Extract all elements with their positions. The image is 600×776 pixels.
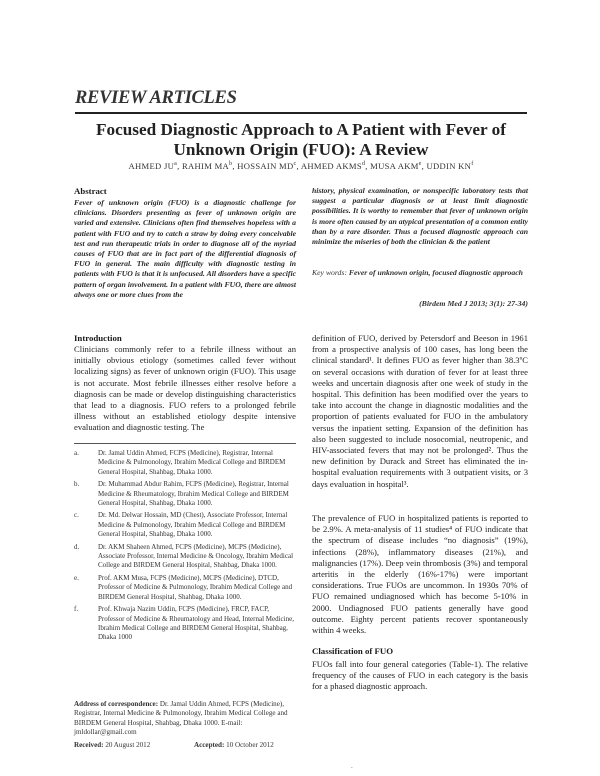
- article-dates: [74, 741, 296, 749]
- journal-citation: (Birdem Med J 2013; 3(1): 27-34): [419, 299, 528, 308]
- title-line-1: Focused Diagnostic Approach to A Patient with Fever of: [96, 120, 506, 139]
- author: MUSA AKM$^e$: [370, 161, 422, 171]
- paper-title: [78, 120, 524, 160]
- classification-body: FUOs fall into four general categories (Table-1). The relative frequency of the causes of FUO in each category is the basis for a phased diagnostic approach.: [312, 659, 528, 692]
- abstract-body-left: Fever of unknown origin (FUO) is a diagnostic challenge for clinicians. Disorders presenting as fever of unknown origin are varied and extensive. Clinicians often find themselves hopeless with a patient with FUO and try to catch a straw by doing every conceivable test and run therapeutic trials in order to diagnose all of the myriad causes of FUO that are in fact part of the differential diagnosis of FUO in general. The main difficulty with diagnostic testing in patients with FUO is that it is unfocused. All disorders have a specific pattern of organ involvement. In a patient with FUO, there are almost always one or more clues from the: [74, 198, 296, 299]
- accepted-date: Accepted: 10 October 2012: [194, 741, 274, 749]
- keywords: [312, 268, 528, 278]
- affiliation-divider: [74, 443, 296, 444]
- section-header: REVIEW ARTICLES: [75, 88, 237, 108]
- correspondence-label: Address of correspondence:: [74, 700, 159, 708]
- author-list: AHMED $JU^a$, RAHIM $MA^b$, HOSSAIN $MD^c$, AHMED AKMS$^d$, MUSA AKM$^e$, UDDIN $KN^f$: [128, 161, 474, 171]
- keywords-label: Key words:: [312, 268, 347, 277]
- received-date: Received: 20 August 2012: [74, 741, 151, 749]
- header-rule: [75, 112, 527, 114]
- affiliation-item: b. Dr. Muhammad Abdur Rahim, FCPS (Medicine), Registrar, Internal Medicine & Rheumatology, Ibrahim Medical College and BIRDEM General Hospital, Shahbag, Dhaka 1000.: [74, 480, 289, 508]
- introduction-heading: Introduction: [74, 333, 122, 343]
- abstract-heading: Abstract: [74, 186, 107, 196]
- author: HOSSAIN $MD^c$: [237, 161, 297, 171]
- author: AHMED AKMS$^d$: [300, 161, 366, 171]
- affiliation-list: [74, 449, 296, 646]
- affiliation-item: e. Prof. AKM Musa, FCPS (Medicine), MCPS (Medicine), DTCD, Professor of Medicine & Pulmonology, Ibrahim Medical College and BIRDEM General Hospital, Shahbag, Dhaka 1000.: [74, 573, 293, 601]
- author: RAHIM $MA^b$: [181, 161, 233, 171]
- prevalence-paragraph: The prevalence of FUO in hospitalized patients is reported to be 2.9%. A meta-analysis of 11 studies⁴ of FUO indicate that the spectrum of disease includes “no diagnosis” (19%), infections (28%), inflammatory diseases (21%), and malignancies (17%). Deep vein thrombosis (3%) and temporal arteritis in the elderly (16%-17%) were important considerations. True FUOs are uncommon. In 1930s 70% of FUO remained undiagnosed which has become 5-10% in 2000. Undiagnosed FUO patients generally have good outcome. Eighty percent patients recover spontaneously within 4 weeks.: [312, 513, 528, 636]
- abstract-body-right: history, physical examination, or nonspecific laboratory tests that suggest a particular diagnosis or at least limit diagnostic possibilities. It is worthy to remember that fever of unknown origin is more often caused by an atypical presentation of a common entity than by a rare disorder. Thus a focused diagnostic approach can minimize the miseries of both the clinician & the patient: [312, 186, 528, 247]
- keywords-value: Fever of unknown origin, focused diagnostic approach: [348, 268, 523, 277]
- introduction-body: Clinicians commonly refer to a febrile illness without an initially obvious etiology (sometimes called fever without localizing signs) as fever of unknown origin (FUO). This usage is not accurate. Most febrile illnesses either resolve before a diagnosis can be made or develop distinguishing characteristics that lead to a diagnosis. FUO refers to a prolonged febrile illness without an established etiology despite intensive evaluation and diagnostic testing. The: [74, 344, 296, 433]
- affiliation-item: c. Dr. Md. Delwar Hossain, MD (Chest), Associate Professor, Internal Medicine & Pulmonology, Ibrahim Medical College and BIRDEM General Hospital, Shahbag, Dhaka 1000.: [74, 511, 288, 539]
- definition-paragraph: definition of FUO, derived by Petersdorf and Beeson in 1961 from a prospective analysis of 100 cases, has long been the clinical standard¹. It defines FUO as fever higher than 38.3ºC on several occasions with duration of fever for at least three weeks and uncertain diagnosis after one week of study in the hospital. This definition has been modified over the years to take into account the change in diagnostic modalities and the proportion of patients evaluated for FUO in the ambulatory versus the inpatient setting. Expansion of the definition has also been suggested to include nosocomial, neutropenic, and HIV-associated fevers that may not be prolonged². Thus the new definition by Durack and Street has eliminated the in-hospital evaluation requirements with 3 outpatient visits, or 3 days evaluation in hospital³.: [312, 333, 528, 489]
- affiliation-item: a. Dr. Jamal Uddin Ahmed, FCPS (Medicine), Registrar, Internal Medicine & Pulmonology, Ibrahim Medical College and BIRDEM General Hospital, Shahbag, Dhaka 1000.: [74, 449, 286, 476]
- author: UDDIN $KN^f$: [426, 161, 474, 171]
- affiliation-item: f. Prof. Khwaja Nazim Uddin, FCPS (Medicine), FRCP, FACP, Professor of Medicine & Rheumatology and Head, Internal Medicine, Ibrahim Medical College and BIRDEM General Hospital, Shahbag, Dhaka 1000: [74, 605, 294, 642]
- correspondence-text: Dr. Jamal Uddin Ahmed, FCPS (Medicine), Registrar, Internal Medicine & Pulmonology, Ibrahim Medical College and BIRDEM General Hospital, Shahbag, Dhaka 1000. E-mail: jmldollar@gmail.com: [74, 700, 288, 737]
- correspondence-address: [74, 700, 296, 738]
- classification-heading: Classification of FUO: [312, 646, 394, 656]
- author: AHMED $JU^a$: [128, 161, 178, 171]
- affiliation-item: d. Dr. AKM Shaheen Ahmed, FCPS (Medicine), MCPS (Medicine), Associate Professor, Internal Medicine & Oncology, Ibrahim Medical College and BIRDEM General Hospital, Shahbag, Dhaka 1000.: [74, 542, 294, 570]
- page-mark: .: [351, 762, 353, 770]
- title-line-2: Unknown Origin (FUO): A Review: [173, 140, 429, 159]
